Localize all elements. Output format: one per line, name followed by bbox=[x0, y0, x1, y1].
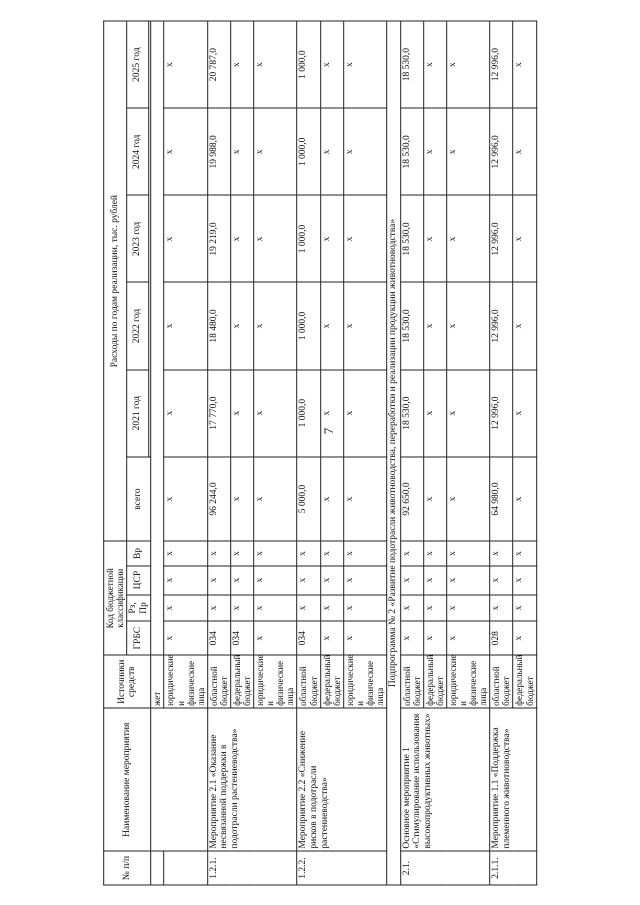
header-2025: 2025 год bbox=[127, 21, 149, 108]
table-row: федеральный бюджет x x x x x x x x x x bbox=[424, 21, 447, 885]
header-num: № п/п bbox=[104, 851, 151, 885]
page-number: 7 bbox=[321, 427, 336, 435]
table-row: 1.2.2. Мероприятие 2.2 «Снижение рисков в подотрасли растениеводства» областной бюджет 034 x x x 5 000,0 1 000,0 1 000,0 1 000,0 1 000,0 1 000,0 bbox=[297, 21, 320, 885]
header-2021: 2021 год bbox=[127, 369, 149, 456]
header-csr: ЦСР bbox=[127, 565, 151, 594]
table-row: 2.1.1. Мероприятие 1.1 «Поддержка племенного животноводства» областной бюджет 028 x x x 64 980,0 12 996,0 12 996,0 12 996,0 12 996,0 12 996,0 bbox=[490, 21, 513, 885]
header-vr: Вр bbox=[127, 541, 151, 565]
header-expenses: Расходы по годам реализации, тыс. рублей bbox=[104, 21, 127, 541]
header-budget-code: Код бюджетной классификации bbox=[104, 541, 127, 655]
header-grbs: ГРБС bbox=[127, 621, 151, 655]
expenses-table bbox=[103, 20, 537, 885]
table-row: юридические и физические лица x x x x x x x x x x bbox=[164, 21, 207, 885]
header-rzpr: Рз, Пр bbox=[127, 594, 151, 621]
table-row: федеральный бюджет x x x x x x x x x x bbox=[513, 21, 536, 885]
subprogram-row bbox=[387, 21, 401, 885]
table-row: юридические и физические лица x x x x x x x x x x bbox=[254, 21, 297, 885]
header-row-1 bbox=[104, 21, 127, 885]
header-2023: 2023 год bbox=[127, 195, 149, 282]
header-2024: 2024 год bbox=[127, 108, 149, 195]
header-total: всего bbox=[127, 456, 151, 541]
subprogram-title: Подпрограмма № 2 «Развитие подотрасли животноводства, переработки и реализации продукции животноводства» bbox=[387, 21, 401, 885]
header-sources: Источники средств bbox=[104, 655, 151, 708]
table-row: юридические и физические лица x x x x x x x x x x bbox=[343, 21, 386, 885]
table-row: федеральный бюджет x x x x x x x x x x bbox=[320, 21, 343, 885]
table-row: федеральный бюджет 034 x x x x x x x x x bbox=[231, 21, 254, 885]
table-row: 1.2.1. Мероприятие 2.1 «Оказание несвязанной поддержки в подотрасли растениеводства» областной бюджет 034 x x x 96 244,0 17 770,0 18 480,0 19 219,0 19 988,0 20 787,0 bbox=[207, 21, 230, 885]
table-row: юридические и физические лица x x x x x x x x x x bbox=[447, 21, 490, 885]
table-row: жет bbox=[151, 21, 164, 885]
header-2022: 2022 год bbox=[127, 282, 149, 369]
table-row: 2.1. Основное мероприятие 1 «Стимулирование использования высокопродуктивных животных» областной бюджет x x x x 92 650,0 18 530,0 18 530,0 18 530,0 18 530,0 18 530,0 bbox=[400, 21, 423, 885]
header-name: Наименование мероприятия bbox=[104, 708, 151, 851]
